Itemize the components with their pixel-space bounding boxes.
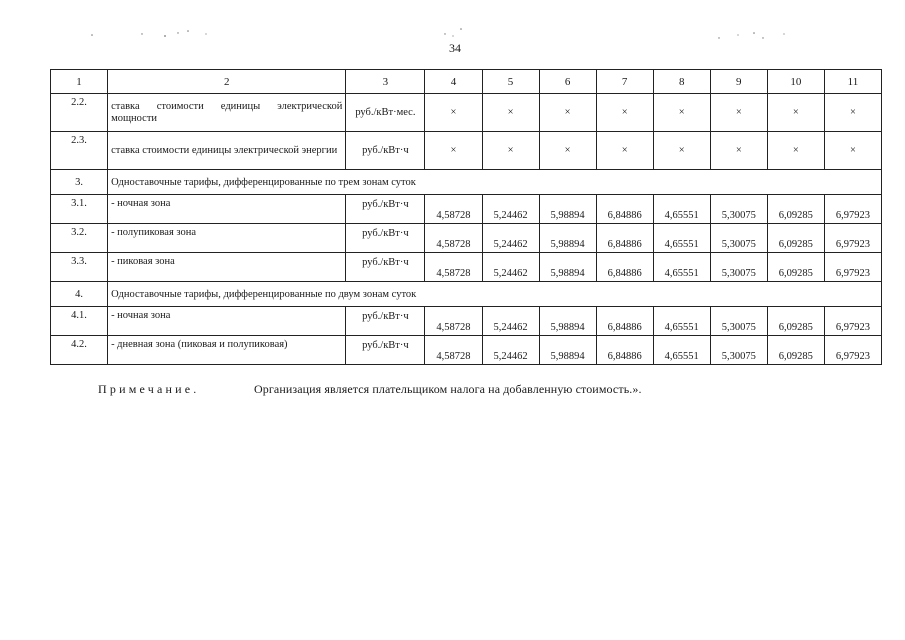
value-cell: 5,24462 [482, 224, 539, 253]
value-cell: × [596, 132, 653, 170]
value-cell: 5,30075 [710, 253, 767, 282]
value-cell: 6,09285 [767, 195, 824, 224]
value-cell: 4,65551 [653, 224, 710, 253]
row-name: - дневная зона (пиковая и полупиковая) [108, 336, 346, 365]
value-cell: × [767, 94, 824, 132]
value-cell: 5,24462 [482, 253, 539, 282]
value-cell: 6,97923 [824, 195, 881, 224]
unit-cell: руб./кВт·ч [346, 195, 425, 224]
value-cell: × [710, 132, 767, 170]
value-cell: 6,09285 [767, 224, 824, 253]
table-row [51, 94, 882, 132]
value-cell: 4,58728 [425, 336, 482, 365]
row-number: 2.3. [51, 132, 108, 170]
value-cell: 6,97923 [824, 336, 881, 365]
column-header: 6 [539, 70, 596, 94]
unit-cell: руб./кВт·ч [346, 224, 425, 253]
row-number: 3.1. [51, 195, 108, 224]
row-number: 4. [51, 282, 108, 307]
page-number: 34 [449, 41, 461, 55]
value-cell: 6,09285 [767, 336, 824, 365]
value-cell: × [425, 94, 482, 132]
value-cell: 6,09285 [767, 253, 824, 282]
column-header: 7 [596, 70, 653, 94]
section-title: Одноставочные тарифы, дифференцированные по трем зонам суток [108, 170, 882, 195]
column-header: 2 [108, 70, 346, 94]
row-number: 3.3. [51, 253, 108, 282]
value-cell: 5,24462 [482, 307, 539, 336]
value-cell: 6,84886 [596, 253, 653, 282]
column-header: 9 [710, 70, 767, 94]
table-row [51, 336, 882, 365]
table-row [51, 195, 882, 224]
column-header: 3 [346, 70, 425, 94]
value-cell: 6,09285 [767, 307, 824, 336]
value-cell: 5,30075 [710, 307, 767, 336]
value-cell: × [710, 94, 767, 132]
value-cell: × [482, 94, 539, 132]
value-cell: 5,98894 [539, 336, 596, 365]
row-number: 3. [51, 170, 108, 195]
note [98, 382, 642, 397]
table-row [51, 253, 882, 282]
value-cell: 6,84886 [596, 307, 653, 336]
section-row [51, 282, 882, 307]
row-number: 3.2. [51, 224, 108, 253]
value-cell: 6,97923 [824, 224, 881, 253]
table-row [51, 224, 882, 253]
value-cell: 5,98894 [539, 224, 596, 253]
value-cell: 4,65551 [653, 195, 710, 224]
value-cell: × [767, 132, 824, 170]
value-cell: 5,30075 [710, 336, 767, 365]
table-body [51, 94, 882, 365]
value-cell: 6,84886 [596, 195, 653, 224]
row-number: 2.2. [51, 94, 108, 132]
unit-cell: руб./кВт·ч [346, 132, 425, 170]
value-cell: 6,84886 [596, 336, 653, 365]
value-cell: 4,65551 [653, 336, 710, 365]
unit-cell: руб./кВт·мес. [346, 94, 425, 132]
value-cell: 4,65551 [653, 307, 710, 336]
value-cell: 5,98894 [539, 307, 596, 336]
note-text: Организация является плательщиком налога на добавленную стоимость.». [254, 382, 642, 396]
tariff-table [50, 69, 882, 365]
value-cell: × [653, 94, 710, 132]
row-name: ставка стоимости единицы электрической энергии [108, 132, 346, 170]
value-cell: 6,97923 [824, 253, 881, 282]
column-header: 4 [425, 70, 482, 94]
value-cell: × [824, 132, 881, 170]
column-header: 8 [653, 70, 710, 94]
value-cell: 4,58728 [425, 253, 482, 282]
value-cell: × [653, 132, 710, 170]
value-cell: 6,84886 [596, 224, 653, 253]
note-label: Примечание. [98, 382, 200, 396]
value-cell: × [539, 132, 596, 170]
unit-cell: руб./кВт·ч [346, 253, 425, 282]
value-cell: × [539, 94, 596, 132]
row-name: - ночная зона [108, 195, 346, 224]
section-title: Одноставочные тарифы, дифференцированные по двум зонам суток [108, 282, 882, 307]
unit-cell: руб./кВт·ч [346, 307, 425, 336]
row-number: 4.2. [51, 336, 108, 365]
value-cell: 5,98894 [539, 253, 596, 282]
row-name: ставка стоимости единицы электрической мощности [108, 94, 346, 132]
table-header-row [51, 70, 882, 94]
value-cell: 4,65551 [653, 253, 710, 282]
row-name: - полупиковая зона [108, 224, 346, 253]
value-cell: 4,58728 [425, 195, 482, 224]
value-cell: × [596, 94, 653, 132]
unit-cell: руб./кВт·ч [346, 336, 425, 365]
value-cell: 5,24462 [482, 195, 539, 224]
table-row [51, 132, 882, 170]
value-cell: × [824, 94, 881, 132]
section-row [51, 170, 882, 195]
table-row [51, 307, 882, 336]
column-header: 11 [824, 70, 881, 94]
value-cell: × [482, 132, 539, 170]
value-cell: 4,58728 [425, 307, 482, 336]
value-cell: 4,58728 [425, 224, 482, 253]
value-cell: 5,30075 [710, 224, 767, 253]
value-cell: 6,97923 [824, 307, 881, 336]
row-name: - пиковая зона [108, 253, 346, 282]
column-header: 1 [51, 70, 108, 94]
column-header: 10 [767, 70, 824, 94]
value-cell: 5,98894 [539, 195, 596, 224]
value-cell: × [425, 132, 482, 170]
row-number: 4.1. [51, 307, 108, 336]
value-cell: 5,24462 [482, 336, 539, 365]
value-cell: 5,30075 [710, 195, 767, 224]
column-header: 5 [482, 70, 539, 94]
row-name: - ночная зона [108, 307, 346, 336]
